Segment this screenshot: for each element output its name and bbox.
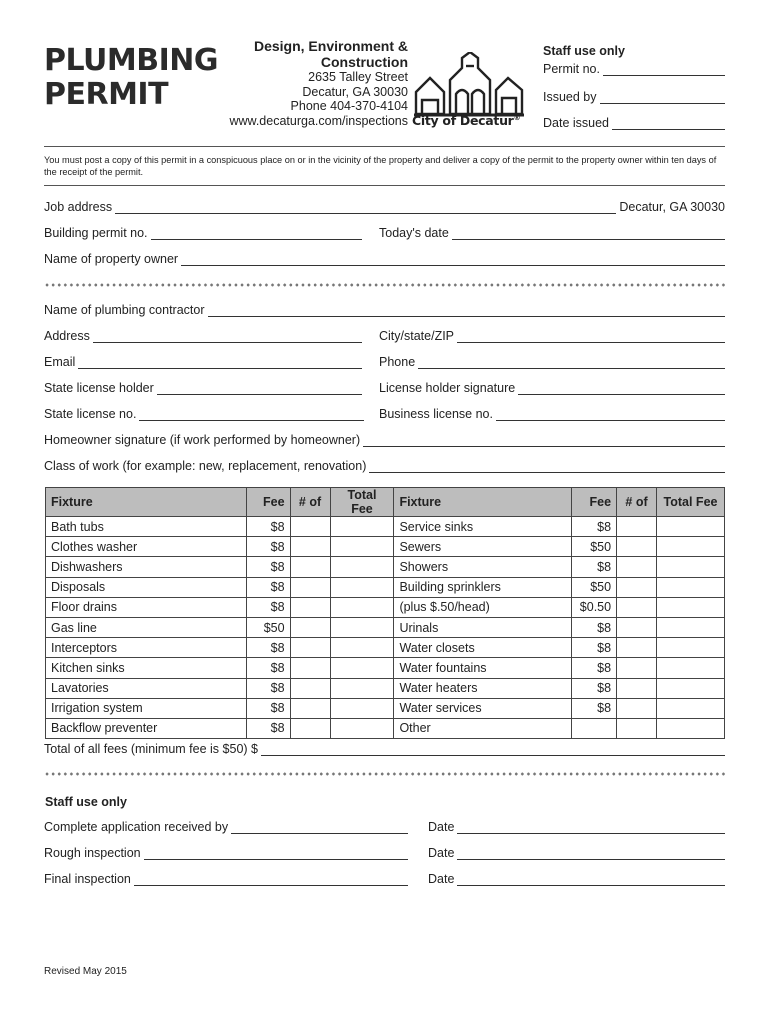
staff-use-bottom-heading: Staff use only <box>45 795 127 809</box>
issued-by-label: Issued by <box>543 90 597 104</box>
fixture-cell: (plus $.50/head) <box>394 597 572 617</box>
fee-cell: $8 <box>246 638 290 658</box>
table-row <box>46 537 725 557</box>
total-fee-cell[interactable] <box>330 718 394 738</box>
fixture-cell: Clothes washer <box>46 537 247 557</box>
license-no-line[interactable] <box>139 409 364 421</box>
license-holder-field[interactable] <box>44 381 362 395</box>
count-cell[interactable] <box>290 678 330 698</box>
contractor-name-field[interactable] <box>44 303 725 317</box>
date-issued-label: Date issued <box>543 116 610 130</box>
rough-inspection-label: Rough inspection <box>44 846 141 860</box>
table-row <box>46 617 725 637</box>
business-license-label: Business license no. <box>379 407 493 421</box>
contractor-name-line[interactable] <box>208 305 726 317</box>
table-row <box>46 517 725 537</box>
dept-city: Decatur, GA 30030 <box>302 84 408 99</box>
fixture-cell: Gas line <box>46 617 247 637</box>
table-row <box>46 678 725 698</box>
title-line-1: PLUMBING <box>44 43 219 78</box>
fee-cell: $8 <box>572 517 617 537</box>
job-address-city: Decatur, GA 30030 <box>619 200 725 214</box>
fee-header: Fee <box>246 488 290 517</box>
address-line[interactable] <box>93 331 362 343</box>
fixture-cell: Irrigation system <box>46 698 247 718</box>
fixture-cell: Water closets <box>394 638 572 658</box>
fee-cell: $8 <box>246 678 290 698</box>
date-line[interactable] <box>457 848 725 860</box>
business-license-line[interactable] <box>496 409 725 421</box>
todays-date-line[interactable] <box>452 228 725 240</box>
total-fee-cell[interactable] <box>330 557 394 577</box>
dept-address: 2635 Talley Street <box>308 70 408 84</box>
fixture-cell: Dishwashers <box>46 557 247 577</box>
city-state-zip-field[interactable] <box>379 329 725 343</box>
fee-cell: $8 <box>572 638 617 658</box>
fixture-cell: Other <box>394 718 572 738</box>
count-cell[interactable] <box>290 617 330 637</box>
total-fee-cell[interactable] <box>330 617 394 637</box>
divider <box>44 146 725 147</box>
divider <box>44 185 725 186</box>
fee-cell: $50 <box>572 577 617 597</box>
total-fees-line[interactable] <box>261 744 725 756</box>
dept-name-line-1: Design, Environment & <box>253 38 408 54</box>
permit-no-line[interactable] <box>603 64 725 76</box>
fixture-cell: Urinals <box>394 617 572 637</box>
class-of-work-line[interactable] <box>369 461 725 473</box>
dotted-divider <box>44 283 725 287</box>
complete-application-field[interactable] <box>44 820 408 834</box>
permit-no-label: Permit no. <box>543 62 600 76</box>
count-header: # of <box>617 488 657 517</box>
count-cell[interactable] <box>617 517 657 537</box>
rough-inspection-field[interactable] <box>44 846 408 860</box>
count-cell[interactable] <box>617 597 657 617</box>
license-signature-field[interactable] <box>379 381 725 395</box>
count-cell[interactable] <box>290 638 330 658</box>
fee-cell: $8 <box>572 658 617 678</box>
total-fee-cell[interactable] <box>657 698 725 718</box>
total-fee-cell[interactable] <box>657 577 725 597</box>
city-state-zip-line[interactable] <box>457 331 725 343</box>
count-cell[interactable] <box>617 617 657 637</box>
count-cell[interactable] <box>290 537 330 557</box>
count-cell[interactable] <box>290 557 330 577</box>
count-cell[interactable] <box>290 698 330 718</box>
count-header: # of <box>290 488 330 517</box>
dept-phone: Phone 404-370-4104 <box>290 99 408 113</box>
email-field[interactable] <box>44 355 362 369</box>
issued-by-line[interactable] <box>600 92 725 104</box>
date-label: Date <box>428 872 455 886</box>
todays-date-field[interactable] <box>379 226 725 240</box>
fixture-cell: Service sinks <box>394 517 572 537</box>
fixture-cell: Water fountains <box>394 658 572 678</box>
count-cell[interactable] <box>290 597 330 617</box>
total-fee-cell[interactable] <box>657 658 725 678</box>
fee-cell: $8 <box>246 597 290 617</box>
homeowner-signature-label: Homeowner signature (if work performed by homeowner) <box>44 433 361 447</box>
total-fee-cell[interactable] <box>657 557 725 577</box>
fixture-cell: Interceptors <box>46 638 247 658</box>
building-permit-line[interactable] <box>151 228 362 240</box>
dept-name-line-2: Construction <box>320 54 408 70</box>
fee-cell: $8 <box>246 718 290 738</box>
total-fee-cell[interactable] <box>657 617 725 637</box>
date-label: Date <box>428 846 455 860</box>
fee-cell: $8 <box>246 557 290 577</box>
total-fee-header: Total Fee <box>330 488 394 517</box>
dotted-divider <box>44 772 725 776</box>
owner-name-field[interactable] <box>44 252 725 266</box>
phone-label: Phone <box>379 355 416 369</box>
total-fees-field[interactable] <box>44 742 725 756</box>
permit-no-field[interactable] <box>543 62 725 76</box>
final-inspection-label: Final inspection <box>44 872 131 886</box>
date-issued-field[interactable] <box>543 116 725 130</box>
fee-cell: $50 <box>246 617 290 637</box>
license-holder-line[interactable] <box>157 383 362 395</box>
fixture-header: Fixture <box>46 488 247 517</box>
license-no-label: State license no. <box>44 407 137 421</box>
fee-cell: $8 <box>246 537 290 557</box>
building-permit-label: Building permit no. <box>44 226 148 240</box>
total-fee-header: Total Fee <box>657 488 725 517</box>
total-fee-cell[interactable] <box>330 658 394 678</box>
count-cell[interactable] <box>617 557 657 577</box>
table-row <box>46 597 725 617</box>
table-row <box>46 557 725 577</box>
total-fee-cell[interactable] <box>657 597 725 617</box>
total-fee-cell[interactable] <box>330 517 394 537</box>
fixture-header: Fixture <box>394 488 572 517</box>
table-row <box>46 638 725 658</box>
fee-cell: $8 <box>572 617 617 637</box>
total-fee-cell[interactable] <box>330 678 394 698</box>
table-row <box>46 698 725 718</box>
rough-inspection-date-field[interactable] <box>428 846 725 860</box>
contractor-name-label: Name of plumbing contractor <box>44 303 205 317</box>
date-label: Date <box>428 820 455 834</box>
count-cell[interactable] <box>290 718 330 738</box>
job-address-field[interactable] <box>44 200 725 214</box>
address-field[interactable] <box>44 329 362 343</box>
homeowner-signature-field[interactable] <box>44 433 725 447</box>
count-cell[interactable] <box>617 638 657 658</box>
total-fee-cell[interactable] <box>330 537 394 557</box>
issued-by-field[interactable] <box>543 90 725 104</box>
application-date-field[interactable] <box>428 820 725 834</box>
class-of-work-field[interactable] <box>44 459 725 473</box>
complete-application-line[interactable] <box>231 822 408 834</box>
count-cell[interactable] <box>617 718 657 738</box>
fixture-cell: Water heaters <box>394 678 572 698</box>
posting-notice: You must post a copy of this permit in a conspicuous place on or in the vicinity of the property and deliver a copy of the permit to the property owner within ten days of the receipt of the permit. <box>44 155 717 177</box>
fixture-cell: Lavatories <box>46 678 247 698</box>
count-cell[interactable] <box>617 577 657 597</box>
building-permit-field[interactable] <box>44 226 362 240</box>
fixture-cell: Kitchen sinks <box>46 658 247 678</box>
job-address-label: Job address <box>44 200 113 214</box>
count-cell[interactable] <box>290 658 330 678</box>
title-line-2: PERMIT <box>44 77 169 112</box>
job-address-line[interactable] <box>115 202 616 214</box>
total-fee-cell[interactable] <box>330 577 394 597</box>
fee-cell: $8 <box>246 658 290 678</box>
fee-cell: $8 <box>246 698 290 718</box>
owner-name-line[interactable] <box>181 254 725 266</box>
city-state-zip-label: City/state/ZIP <box>379 329 455 343</box>
fixture-cell: Showers <box>394 557 572 577</box>
license-holder-label: State license holder <box>44 381 154 395</box>
address-label: Address <box>44 329 90 343</box>
count-cell[interactable] <box>617 658 657 678</box>
date-line[interactable] <box>457 874 725 886</box>
count-cell[interactable] <box>290 517 330 537</box>
count-cell[interactable] <box>290 577 330 597</box>
count-cell[interactable] <box>617 537 657 557</box>
final-inspection-line[interactable] <box>134 874 408 886</box>
license-signature-line[interactable] <box>518 383 725 395</box>
total-fees-label: Total of all fees (minimum fee is $50) $ <box>44 742 258 756</box>
fee-cell: $50 <box>572 537 617 557</box>
final-inspection-field[interactable] <box>44 872 408 886</box>
fee-header: Fee <box>572 488 617 517</box>
fee-table <box>45 487 725 739</box>
class-of-work-label: Class of work (for example: new, replacement, renovation) <box>44 459 367 473</box>
total-fee-cell[interactable] <box>657 678 725 698</box>
fee-cell: $8 <box>246 517 290 537</box>
total-fee-cell[interactable] <box>657 638 725 658</box>
fixture-cell: Sewers <box>394 537 572 557</box>
phone-field[interactable] <box>379 355 725 369</box>
fee-cell: $0.50 <box>572 597 617 617</box>
license-no-field[interactable] <box>44 407 364 421</box>
staff-use-heading: Staff use only <box>543 44 625 58</box>
count-cell[interactable] <box>617 698 657 718</box>
complete-application-label: Complete application received by <box>44 820 229 834</box>
dept-website: www.decaturga.com/inspections <box>229 113 408 128</box>
logo-wordmark: City of Decatur® <box>412 113 521 128</box>
fee-table-header <box>46 488 725 517</box>
todays-date-label: Today's date <box>379 226 449 240</box>
revision-note: Revised May 2015 <box>44 966 127 977</box>
total-fee-cell[interactable] <box>330 597 394 617</box>
fixture-cell: Disposals <box>46 577 247 597</box>
date-line[interactable] <box>457 822 725 834</box>
total-fee-cell[interactable] <box>330 638 394 658</box>
license-signature-label: License holder signature <box>379 381 516 395</box>
fixture-cell: Building sprinklers <box>394 577 572 597</box>
owner-name-label: Name of property owner <box>44 252 179 266</box>
page-title <box>44 44 218 112</box>
fixture-cell: Backflow preventer <box>46 718 247 738</box>
date-issued-line[interactable] <box>612 118 725 130</box>
phone-line[interactable] <box>418 357 725 369</box>
final-inspection-date-field[interactable] <box>428 872 725 886</box>
fee-cell: $8 <box>572 557 617 577</box>
fee-cell: $8 <box>246 577 290 597</box>
fixture-cell: Water services <box>394 698 572 718</box>
fee-cell <box>572 718 617 738</box>
total-fee-cell[interactable] <box>330 698 394 718</box>
fixture-cell: Floor drains <box>46 597 247 617</box>
fee-cell: $8 <box>572 678 617 698</box>
department-info <box>229 38 408 128</box>
count-cell[interactable] <box>617 678 657 698</box>
table-row <box>46 718 725 738</box>
fee-cell: $8 <box>572 698 617 718</box>
fixture-cell: Bath tubs <box>46 517 247 537</box>
total-fee-cell[interactable] <box>657 718 725 738</box>
email-label: Email <box>44 355 76 369</box>
business-license-field[interactable] <box>379 407 725 421</box>
total-fee-cell[interactable] <box>657 517 725 537</box>
total-fee-cell[interactable] <box>657 537 725 557</box>
table-row <box>46 658 725 678</box>
email-line[interactable] <box>78 357 362 369</box>
table-row <box>46 577 725 597</box>
homeowner-signature-line[interactable] <box>363 435 725 447</box>
rough-inspection-line[interactable] <box>144 848 408 860</box>
